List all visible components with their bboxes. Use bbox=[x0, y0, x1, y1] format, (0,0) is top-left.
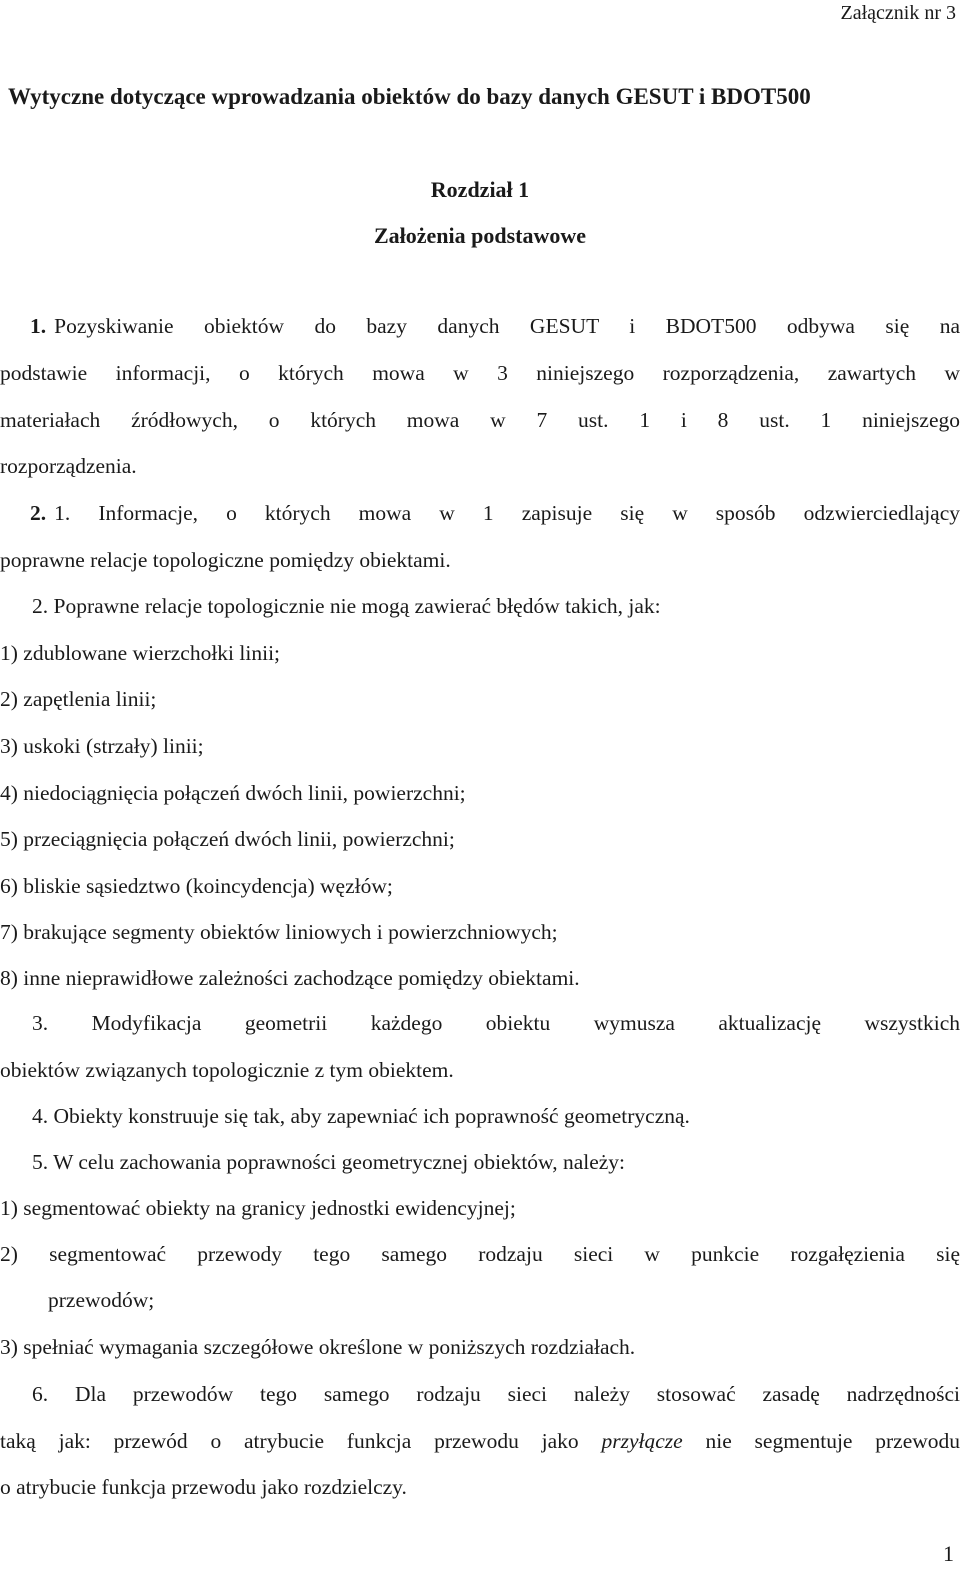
error-item: 1) zdublowane wierzchołki linii; bbox=[0, 641, 281, 665]
section1-line3: materiałach źródłowych, o których mowa w 7 ust. 1 i 8 ust. 1 niniejszego bbox=[0, 408, 960, 432]
section2-para3-line2: obiektów związanych topologicznie z tym obiektem. bbox=[0, 1058, 454, 1082]
section2-para2: 2. Poprawne relacje topologicznie nie mogą zawierać błędów takich, jak: bbox=[32, 594, 661, 618]
section2-line2: poprawne relacje topologiczne pomiędzy obiektami. bbox=[0, 548, 451, 572]
page-number: 1 bbox=[943, 1541, 954, 1566]
error-item: 7) brakujące segmenty obiektów liniowych i powierzchniowych; bbox=[0, 920, 558, 944]
document-title: Wytyczne dotyczące wprowadzania obiektów do bazy danych GESUT i BDOT500 bbox=[8, 84, 811, 109]
section1-marker: 1. bbox=[30, 314, 47, 338]
rule-item: 3) spełniać wymagania szczegółowe określone w poniższych rozdziałach. bbox=[0, 1335, 636, 1359]
rule-item: 2) segmentować przewody tego samego rodzaju sieci w punkcie rozgałęzienia się bbox=[0, 1242, 960, 1266]
error-item: 3) uskoki (strzały) linii; bbox=[0, 734, 204, 758]
section2-para5: 5. W celu zachowania poprawności geometrycznej obiektów, należy: bbox=[32, 1150, 626, 1174]
section2-marker: 2. bbox=[30, 501, 47, 525]
section1-line2: podstawie informacji, o których mowa w 3 niniejszego rozporządzenia, zawartych w bbox=[0, 361, 960, 385]
section2-para6-line2: taką jak: przewód o atrybucie funkcja przewodu jako przyłącze nie segmentuje przewodu bbox=[0, 1429, 960, 1453]
error-item: 5) przeciągnięcia połączeń dwóch linii, powierzchni; bbox=[0, 827, 455, 851]
section1-line4: rozporządzenia. bbox=[0, 454, 137, 478]
error-item: 6) bliskie sąsiedztwo (koincydencja) węzłów; bbox=[0, 874, 393, 898]
rule-item-continuation: przewodów; bbox=[48, 1288, 155, 1312]
error-item: 2) zapętlenia linii; bbox=[0, 687, 157, 711]
chapter-name: Założenia podstawowe bbox=[373, 223, 587, 248]
annex-label: Załącznik nr 3 bbox=[840, 2, 956, 24]
section2-para3-line1: 3. Modyfikacja geometrii każdego obiektu wymusza aktualizację wszystkich bbox=[32, 1011, 960, 1035]
rule-item: 1) segmentować obiekty na granicy jednostki ewidencyjnej; bbox=[0, 1196, 516, 1220]
section2-para6-line3: o atrybucie funkcja przewodu jako rozdzielczy. bbox=[0, 1475, 407, 1499]
section2-para6-line1: 6. Dla przewodów tego samego rodzaju sieci należy stosować zasadę nadrzędności bbox=[32, 1382, 960, 1406]
section2-line1: 2. 1. Informacje, o których mowa w 1 zapisuje się w sposób odzwierciedlający bbox=[0, 498, 960, 528]
italic-term: przyłącze bbox=[601, 1429, 683, 1453]
chapter-number: Rozdział 1 bbox=[430, 177, 530, 202]
section1-line1: 1. Pozyskiwanie obiektów do bazy danych GESUT i BDOT500 odbywa się na bbox=[0, 311, 960, 341]
error-item: 8) inne nieprawidłowe zależności zachodzące pomiędzy obiektami. bbox=[0, 966, 580, 990]
section2-para4: 4. Obiekty konstruuje się tak, aby zapewniać ich poprawność geometryczną. bbox=[32, 1104, 690, 1128]
error-item: 4) niedociągnięcia połączeń dwóch linii, powierzchni; bbox=[0, 781, 466, 805]
section2-para1-number: 1. bbox=[54, 501, 71, 525]
